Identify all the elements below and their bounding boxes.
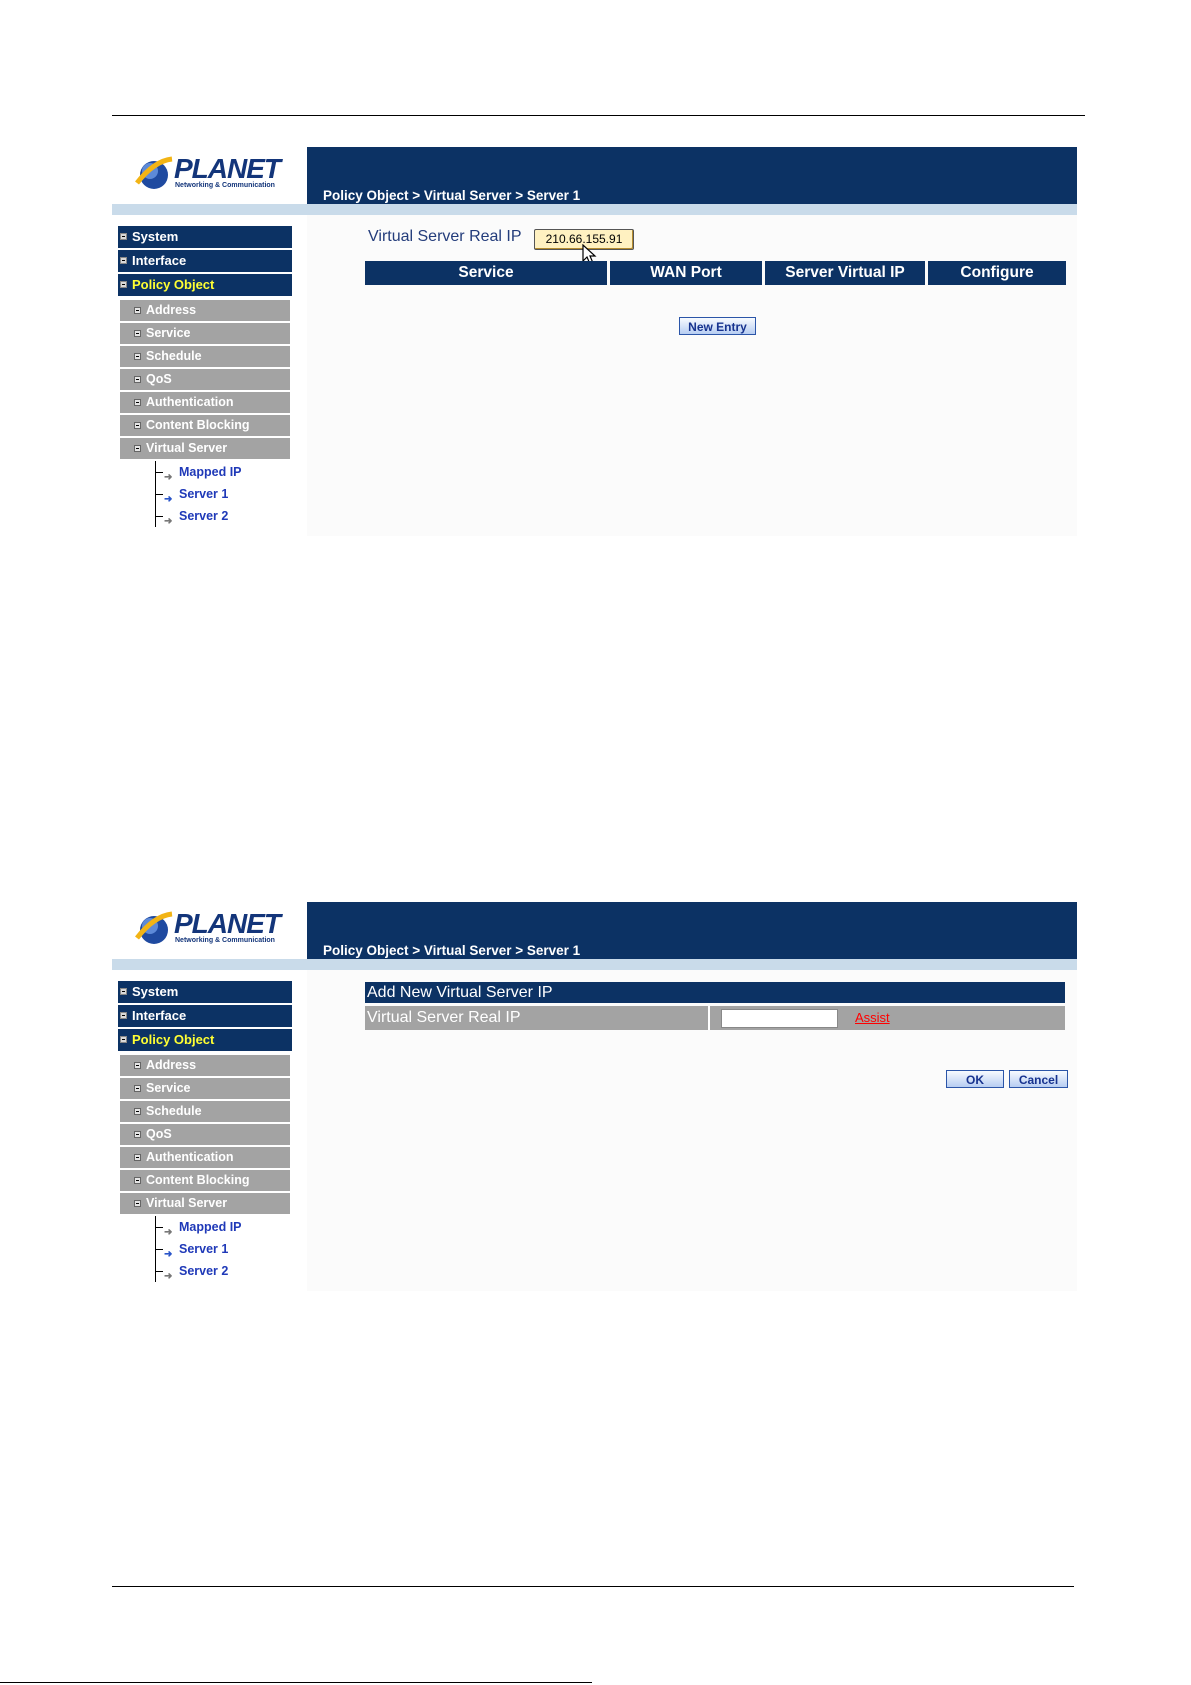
nav-label: Server 2 [179, 1264, 229, 1278]
breadcrumb: Policy Object > Virtual Server > Server 1 [323, 188, 581, 203]
form-title: Add New Virtual Server IP [365, 982, 1065, 1003]
brand-tagline: Networking & Communication [175, 182, 275, 189]
nav-label: Virtual Server [146, 441, 228, 455]
nav-label: Server 1 [179, 487, 229, 501]
nav-label: Schedule [146, 349, 202, 363]
nav-label: Service [146, 1081, 191, 1095]
nav-label: Interface [132, 253, 187, 268]
nav-label: Policy Object [132, 277, 215, 292]
nav-label: Server 2 [179, 509, 229, 523]
nav-authentication[interactable] [120, 392, 290, 413]
nav-label: Authentication [146, 1150, 234, 1164]
expand-icon [134, 307, 141, 314]
cancel-button[interactable]: Cancel [1009, 1070, 1068, 1088]
expand-icon [120, 257, 127, 264]
nav-address[interactable] [120, 1055, 290, 1076]
nav-qos[interactable] [120, 369, 290, 390]
nav-virtual-server[interactable] [120, 438, 290, 459]
brand-name: PLANET [174, 153, 280, 184]
collapse-icon [134, 445, 141, 452]
new-entry-button[interactable]: New Entry [679, 317, 756, 335]
expand-icon [134, 399, 141, 406]
real-ip-label: Virtual Server Real IP [368, 228, 522, 245]
page-bottom-rule [112, 1586, 1074, 1587]
nav-qos[interactable] [120, 1124, 290, 1145]
real-ip-label: Virtual Server Real IP [367, 1009, 521, 1026]
nav-label: Mapped IP [179, 465, 242, 479]
expand-icon [134, 1177, 141, 1184]
expand-icon [134, 422, 141, 429]
nav-label: Content Blocking [146, 418, 250, 432]
expand-icon [120, 988, 127, 995]
nav-label: Policy Object [132, 1032, 215, 1047]
real-ip-row [365, 1006, 1065, 1030]
nav-label: Mapped IP [179, 1220, 242, 1234]
nav-label: Content Blocking [146, 1173, 250, 1187]
expand-icon [134, 330, 141, 337]
nav-service[interactable] [120, 1078, 290, 1099]
real-ip-button[interactable]: 210.66.155.91 [534, 229, 634, 250]
nav-interface[interactable] [118, 250, 292, 272]
header-band [112, 959, 1077, 970]
planet-globe-icon [134, 908, 174, 948]
nav-virtual-server[interactable] [120, 1193, 290, 1214]
nav-label: QoS [146, 372, 172, 386]
nav-content-blocking[interactable] [120, 415, 290, 436]
nav-label: Service [146, 326, 191, 340]
arrow-right-icon: ➜ [164, 516, 173, 527]
header-bar [307, 147, 1077, 204]
nav-schedule[interactable] [120, 346, 290, 367]
breadcrumb: Policy Object > Virtual Server > Server 1 [323, 943, 581, 958]
expand-icon [120, 1012, 127, 1019]
nav-server-2[interactable] [154, 505, 292, 527]
collapse-icon [134, 1200, 141, 1207]
tree-branch [155, 494, 163, 495]
tree-branch [155, 1271, 163, 1272]
arrow-right-icon: ➜ [164, 472, 173, 483]
tree-branch [155, 472, 163, 473]
expand-icon [134, 1131, 141, 1138]
nav-server-2[interactable] [154, 1260, 292, 1282]
arrow-right-icon: ➜ [164, 1227, 173, 1238]
header-band [112, 204, 1077, 215]
nav-label: Schedule [146, 1104, 202, 1118]
virtual-server-table-header [365, 261, 1066, 285]
nav-system[interactable] [118, 226, 292, 248]
nav-service[interactable] [120, 323, 290, 344]
planet-logo [112, 147, 307, 203]
nav-label: Interface [132, 1008, 187, 1023]
nav-address[interactable] [120, 300, 290, 321]
nav-label: System [132, 984, 179, 999]
brand-name: PLANET [174, 908, 280, 939]
header-bar [307, 902, 1077, 959]
nav-label: Virtual Server [146, 1196, 228, 1210]
nav-label: Server 1 [179, 1242, 229, 1256]
col-configure: Configure [928, 261, 1066, 285]
expand-icon [120, 233, 127, 240]
expand-icon [134, 1085, 141, 1092]
nav-policy-object[interactable] [118, 274, 292, 296]
nav-label: QoS [146, 1127, 172, 1141]
nav-interface[interactable] [118, 1005, 292, 1027]
virtual-server-tree [154, 461, 292, 527]
ok-button[interactable]: OK [946, 1070, 1004, 1088]
nav-policy-object[interactable] [118, 1029, 292, 1051]
page-top-rule [112, 115, 1085, 116]
collapse-icon [120, 1036, 127, 1043]
screenshot-virtual-server-list [112, 147, 1077, 536]
sidebar [118, 226, 292, 527]
expand-icon [134, 1154, 141, 1161]
nav-label: System [132, 229, 179, 244]
tree-branch [155, 1249, 163, 1250]
virtual-server-tree [154, 1216, 292, 1282]
nav-server-1[interactable] [154, 1238, 292, 1260]
nav-label: Address [146, 303, 197, 317]
screenshot-add-virtual-server [112, 902, 1077, 1291]
real-ip-input[interactable] [721, 1009, 838, 1028]
expand-icon [134, 1062, 141, 1069]
tree-branch [155, 516, 163, 517]
col-wan-port: WAN Port [610, 261, 762, 285]
col-service: Service [365, 261, 607, 285]
nav-label: Address [146, 1058, 197, 1072]
expand-icon [134, 1108, 141, 1115]
brand-tagline: Networking & Communication [175, 937, 275, 944]
nav-content-blocking[interactable] [120, 1170, 290, 1191]
col-server-virtual-ip: Server Virtual IP [765, 261, 925, 285]
expand-icon [134, 353, 141, 360]
nav-mapped-ip[interactable] [154, 1216, 292, 1238]
collapse-icon [120, 281, 127, 288]
row-separator [708, 1006, 710, 1030]
planet-logo [112, 902, 307, 958]
nav-mapped-ip[interactable] [154, 461, 292, 483]
tree-branch [155, 1227, 163, 1228]
footnote-rule [0, 1682, 592, 1683]
arrow-right-icon: ➜ [164, 494, 173, 505]
nav-server-1[interactable] [154, 483, 292, 505]
sidebar [118, 981, 292, 1282]
nav-schedule[interactable] [120, 1101, 290, 1122]
arrow-right-icon: ➜ [164, 1249, 173, 1260]
nav-label: Authentication [146, 395, 234, 409]
nav-authentication[interactable] [120, 1147, 290, 1168]
planet-globe-icon [134, 153, 174, 193]
assist-link[interactable]: Assist [855, 1010, 890, 1025]
expand-icon [134, 376, 141, 383]
arrow-right-icon: ➜ [164, 1271, 173, 1282]
nav-system[interactable] [118, 981, 292, 1003]
